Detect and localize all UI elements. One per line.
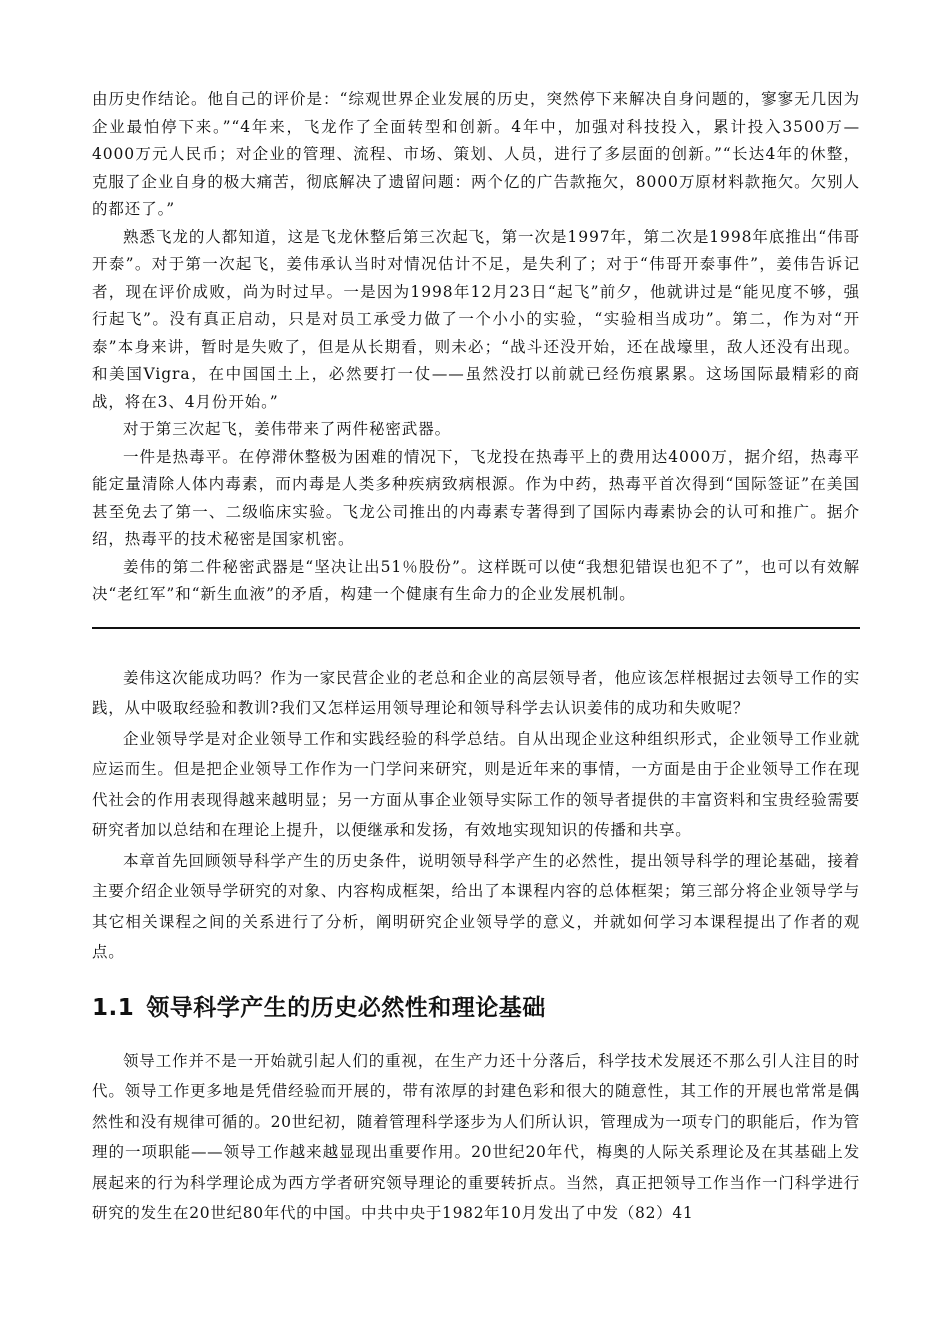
intro-paragraph: 姜伟这次能成功吗？作为一家民营企业的老总和企业的高层领导者，他应该怎样根据过去领导工作的实践，从中吸取经验和教训?我们又怎样运用领导理论和领导科学去认识姜伟的成功和失败呢？	[92, 668, 860, 717]
case-paragraph: 一件是热毒平。在停滞休整极为困难的情况下，飞龙投在热毒平上的费用达4000万，据介绍，热毒平能定量清除人体内毒素，而内毒是人类多种疾病致病根源。作为中药，热毒平首次得到“国际签证”在美国甚至免去了第一、二级临床实验。飞龙公司推出的内毒素专著得到了国际内毒素协会的认可和推广。据介绍，热毒平的技术秘密是国家机密。	[92, 447, 860, 548]
section-paragraph: 领导工作并不是一开始就引起人们的重视，在生产力还十分落后，科学技术发展还不那么引人注目的时代。领导工作更多地是凭借经验而开展的，带有浓厚的封建色彩和很大的随意性，其工作的开展也常常是偶然性和没有规律可循的。20世纪初，随着管理科学逐步为人们所认识，管理成为一项专门的职能后，作为管理的一项职能——领导工作越来越显现出重要作用。20世纪20年代，梅奥的人际关系理论及在其基础上发展起来的行为科学理论成为西方学者研究领导理论的重要转折点。当然，真正把领导工作当作一门科学进行研究的发生在20世纪80年代的中国。中共中央于1982年10月发出了中发（82）41	[92, 1051, 860, 1222]
section-number: 1.1	[92, 994, 135, 1021]
horizontal-divider	[92, 627, 860, 629]
intro-paragraph: 本章首先回顾领导科学产生的历史条件，说明领导科学产生的必然性，提出领导科学的理论基础，接着主要介绍企业领导学研究的对象、内容构成框架，给出了本课程内容的总体框架；第三部分将企业领导学与其它相关课程之间的关系进行了分析，阐明研究企业领导学的意义，并就如何学习本课程提出了作者的观点。	[92, 851, 860, 961]
case-paragraph: 由历史作结论。他自己的评价是：“综观世界企业发展的历史，突然停下来解决自身问题的，寥寥无几因为企业最怕停下来。”“4年来，飞龙作了全面转型和创新。4年中，加强对科技投入，累计投入3500万—4000万元人民币；对企业的管理、流程、市场、策划、人员，进行了多层面的创新。”“长达4年的休整，克服了企业自身的极大痛苦，彻底解决了遗留问题：两个亿的广告款拖欠，8000万原材料款拖欠。欠别人的都还了。”	[92, 90, 860, 218]
chapter-intro	[92, 663, 860, 1229]
case-paragraph: 熟悉飞龙的人都知道，这是飞龙休整后第三次起飞，第一次是1997年，第二次是1998年底推出“伟哥开泰”。对于第一次起飞，姜伟承认当时对情况估计不足，是失利了；对于“伟哥开泰事件”，姜伟告诉记者，现在评价成败，尚为时过早。一是因为1998年12月23日“起飞”前夕，他就讲过是“能见度不够，强行起飞”。没有真正启动，只是对员工承受力做了一个小小的实验，“实验相当成功”。第二，作为对“开泰”本身来讲，暂时是失败了，但是从长期看，则未必；“战斗还没开始，还在战壕里，敌人还没有出现。和美国Vigra，在中国国土上，必然要打一仗——虽然没打以前就已经伤痕累累。这场国际最精彩的商战，将在3、4月份开始。”	[92, 227, 860, 411]
intro-paragraph: 企业领导学是对企业领导工作和实践经验的科学总结。自从出现企业这种组织形式，企业领导工作业就应运而生。但是把企业领导工作作为一门学问来研究，则是近年来的事情，一方面是由于企业领导工作在现代社会的作用表现得越来越明显；另一方面从事企业领导实际工作的领导者提供的丰富资料和宝贵经验需要研究者加以总结和在理论上提升，以便继承和发扬，有效地实现知识的传播和共享。	[92, 729, 860, 839]
section-title: 领导科学产生的历史必然性和理论基础	[146, 994, 546, 1021]
case-paragraph: 对于第三次起飞，姜伟带来了两件秘密武器。	[123, 420, 452, 438]
case-paragraph: 姜伟的第二件秘密武器是“坚决让出51％股份”。这样既可以使“我想犯错误也犯不了”，也可以有效解决“老红军”和“新生血液”的矛盾，构建一个健康有生命力的企业发展机制。	[92, 557, 860, 603]
case-study-block	[92, 86, 860, 609]
section-heading	[92, 992, 860, 1024]
